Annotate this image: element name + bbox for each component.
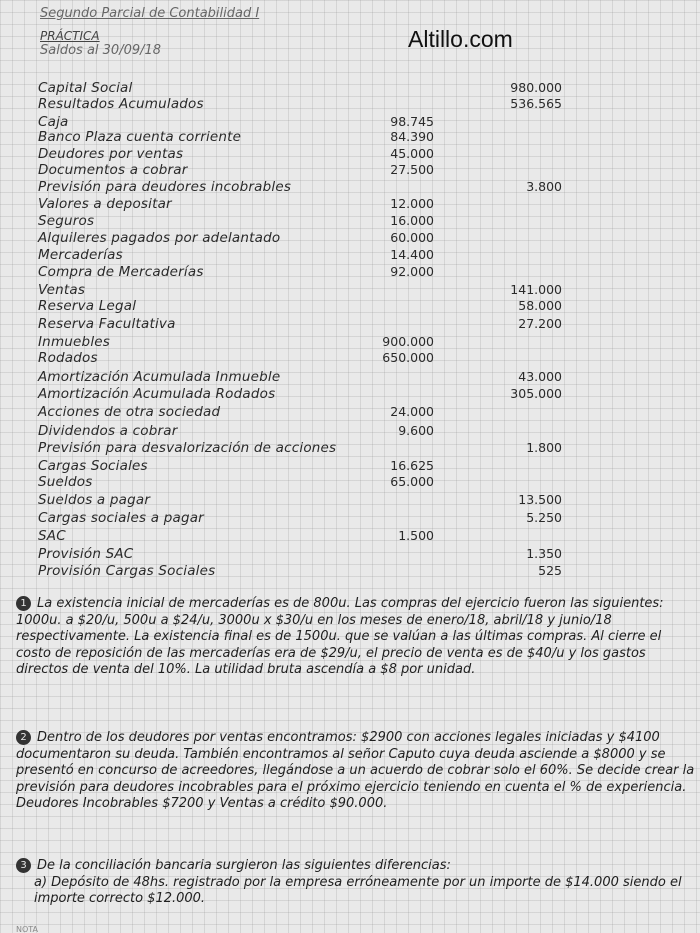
credit-amount: 536.565 <box>510 96 562 111</box>
ledger-row <box>0 510 700 527</box>
account-name: Valores a depositar <box>38 196 172 212</box>
account-name: Inmuebles <box>38 334 111 350</box>
ledger-row <box>0 196 700 213</box>
credit-amount: 305.000 <box>510 386 562 401</box>
ledger-row <box>0 528 700 545</box>
watermark: Altillo.com <box>408 26 513 52</box>
ledger-row <box>0 146 700 163</box>
ledger-row <box>0 282 700 299</box>
ledger-row <box>0 458 700 475</box>
ledger-row <box>0 386 700 403</box>
ledger-row <box>0 350 700 367</box>
debit-amount: 900.000 <box>382 334 434 349</box>
credit-amount: 980.000 <box>510 80 562 95</box>
exam-title: Segundo Parcial de Contabilidad I <box>40 6 260 21</box>
account-name: Ventas <box>38 282 86 298</box>
debit-amount: 60.000 <box>390 230 434 245</box>
debit-amount: 84.390 <box>390 129 434 144</box>
debit-amount: 14.400 <box>390 247 434 262</box>
exercise-1 <box>16 596 696 679</box>
footer-label: NOTA <box>16 925 39 933</box>
account-name: Dividendos a cobrar <box>38 423 178 439</box>
debit-amount: 92.000 <box>390 264 434 279</box>
account-name: Documentos a cobrar <box>38 162 188 178</box>
ledger-row <box>0 440 700 457</box>
account-name: Amortización Acumulada Inmueble <box>38 369 281 385</box>
account-name: Compra de Mercaderías <box>38 264 204 280</box>
account-name: Provisión Cargas Sociales <box>38 563 216 579</box>
ledger-row <box>0 404 700 421</box>
ledger-row <box>0 369 700 386</box>
account-name: SAC <box>38 528 66 544</box>
debit-amount: 27.500 <box>390 162 434 177</box>
ledger-row <box>0 563 700 580</box>
debit-amount: 24.000 <box>390 404 434 419</box>
account-name: Rodados <box>38 350 98 366</box>
account-name: Previsión para desvalorización de acciones <box>38 440 337 456</box>
account-name: Previsión para deudores incobrables <box>38 179 292 195</box>
exercise-3 <box>16 858 696 908</box>
account-name: Mercaderías <box>38 247 123 263</box>
credit-amount: 58.000 <box>518 298 562 313</box>
ledger-row <box>0 316 700 333</box>
account-name: Cargas Sociales <box>38 458 148 474</box>
account-name: Sueldos a pagar <box>38 492 151 508</box>
credit-amount: 43.000 <box>518 369 562 384</box>
account-name: Resultados Acumulados <box>38 96 204 112</box>
ledger-row <box>0 96 700 113</box>
ledger-row <box>0 129 700 146</box>
exercise-text: La existencia inicial de mercaderías es de 800u. Las compras del ejercicio fueron las siguientes: 1000u. a $20/u, 500u a $24/u, 3000u x $30/u en los meses de enero/18, abril/18 y junio/18 respectivamente. La existencia final es de 1500u. que se valúan a las últimas compras. Al cierre el costo de reposición de las mercaderías era de $29/u, el precio de venta es de $40/u y los gastos directos de venta del 10%. La utilidad bruta ascendía a $8 por unidad. <box>16 596 664 678</box>
account-name: Alquileres pagados por adelantado <box>38 230 281 246</box>
debit-amount: 16.625 <box>390 458 434 473</box>
exercise-number: 2 <box>16 730 31 745</box>
credit-amount: 3.800 <box>526 179 562 194</box>
account-name: Acciones de otra sociedad <box>38 404 221 420</box>
credit-amount: 141.000 <box>510 282 562 297</box>
account-name: Capital Social <box>38 80 133 96</box>
credit-amount: 525 <box>538 563 562 578</box>
balance-date: Saldos al 30/09/18 <box>40 43 162 58</box>
ledger-row <box>0 162 700 179</box>
account-name: Deudores por ventas <box>38 146 184 162</box>
debit-amount: 650.000 <box>382 350 434 365</box>
account-name: Sueldos <box>38 474 93 490</box>
ledger-row <box>0 423 700 440</box>
exercise-number: 3 <box>16 858 31 873</box>
ledger-row <box>0 80 700 97</box>
exercise-text: Dentro de los deudores por ventas encontramos: $2900 con acciones legales iniciadas y $4100 documentaron su deuda. También encontramos al señor Caputo cuya deuda asciende a $8000 y se presentó en concurso de acreedores, llegándose a un acuerdo de cobrar solo el 60%. Se decide crear la previsión para deudores incobrables para el próximo ejercicio teniendo en cuenta el % de experiencia. Deudores Incobrables $7200 y Ventas a crédito $90.000. <box>16 730 695 812</box>
exercise-number: 1 <box>16 596 31 611</box>
exercise-2 <box>16 730 696 813</box>
exercise-text: De la conciliación bancaria surgieron las siguientes diferencias: <box>37 858 451 873</box>
account-name: Reserva Facultativa <box>38 316 176 332</box>
credit-amount: 5.250 <box>526 510 562 525</box>
ledger-row <box>0 474 700 491</box>
account-name: Amortización Acumulada Rodados <box>38 386 276 402</box>
debit-amount: 98.745 <box>390 114 434 129</box>
credit-amount: 1.800 <box>526 440 562 455</box>
ledger-row <box>0 247 700 264</box>
credit-amount: 1.350 <box>526 546 562 561</box>
debit-amount: 12.000 <box>390 196 434 211</box>
credit-amount: 13.500 <box>518 492 562 507</box>
ledger-row <box>0 179 700 196</box>
debit-amount: 16.000 <box>390 213 434 228</box>
account-name: Banco Plaza cuenta corriente <box>38 129 242 145</box>
ledger-row <box>0 298 700 315</box>
credit-amount: 27.200 <box>518 316 562 331</box>
ledger-row <box>0 213 700 230</box>
ledger-row <box>0 492 700 509</box>
account-name: Caja <box>38 114 69 130</box>
debit-amount: 9.600 <box>398 423 434 438</box>
ledger-row <box>0 230 700 247</box>
ledger-row <box>0 334 700 351</box>
account-name: Seguros <box>38 213 95 229</box>
ledger-row <box>0 546 700 563</box>
account-name: Provisión SAC <box>38 546 134 562</box>
ledger-row <box>0 264 700 281</box>
account-name: Reserva Legal <box>38 298 137 314</box>
debit-amount: 65.000 <box>390 474 434 489</box>
debit-amount: 1.500 <box>398 528 434 543</box>
exercise-subitem: a) Depósito de 48hs. registrado por la empresa erróneamente por un importe de $14.000 siendo el importe correcto $12.000. <box>34 874 682 907</box>
debit-amount: 45.000 <box>390 146 434 161</box>
account-name: Cargas sociales a pagar <box>38 510 204 526</box>
section-label: PRÁCTICA <box>40 29 100 43</box>
